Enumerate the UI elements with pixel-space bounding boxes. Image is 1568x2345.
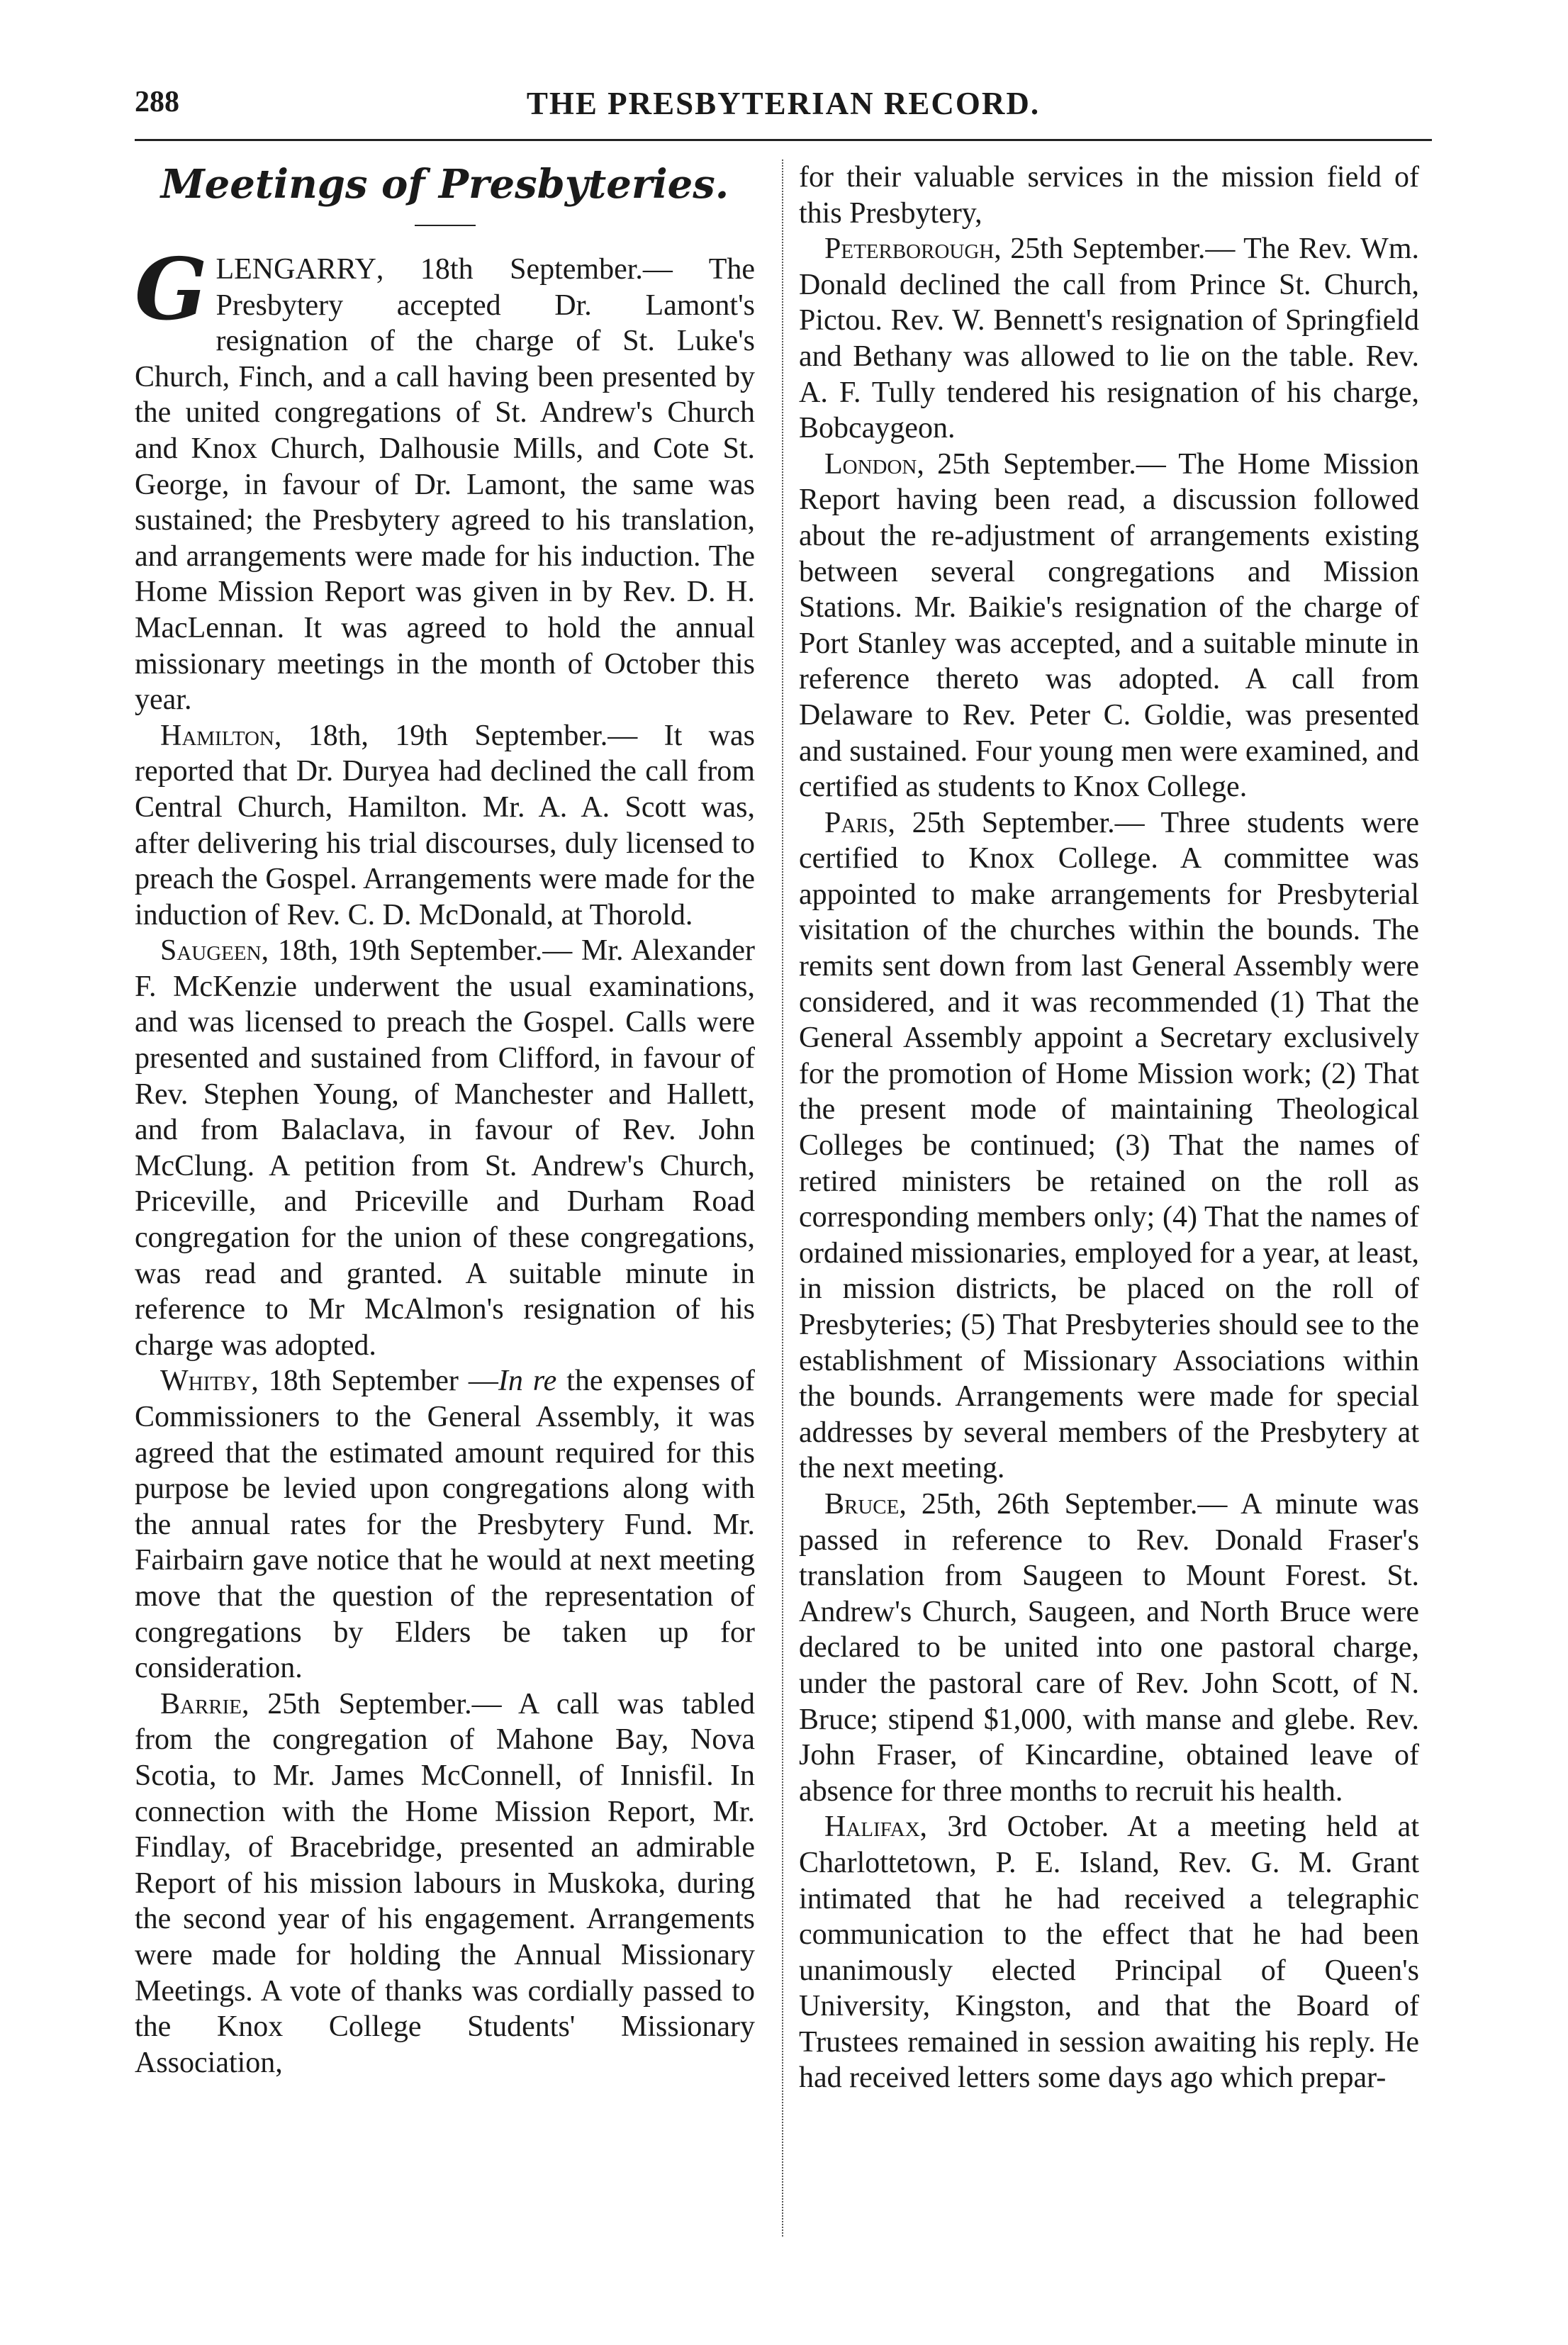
column-divider: [782, 159, 783, 2237]
paragraph-barrie-continued: [799, 159, 1419, 231]
presbytery-name: Hamilton: [160, 719, 274, 752]
paragraph-whitby: [135, 1363, 755, 1686]
paragraph-text: , 18th September.— The Presbytery accepted Dr. Lamont's resignation of the charge of St. Luke's Church, Finch, and a call having been presented by the united congregations of St. Andrew's Church and Knox Church, Dalhousie Mills, and Cote St. George, in favour of Dr. Lamont, the same was sustained; the Presbytery agreed to his translation, and arrangements were made for his induction. The Home Mission Report was given in by Rev. D. H. MacLennan. It was agreed to hold the annual missionary meetings in the month of October this year.: [135, 253, 755, 717]
presbytery-name: Halifax: [824, 1810, 920, 1844]
header-rule: [135, 139, 1432, 141]
presbytery-name: Whitby: [160, 1365, 252, 1398]
right-column: [799, 159, 1419, 2096]
paragraph-text: for their valuable services in the mission field of this Presbytery,: [799, 161, 1419, 230]
paragraph-barrie: [135, 1686, 755, 2081]
presbytery-name: Bruce: [824, 1487, 900, 1521]
paragraph-saugeen: [135, 933, 755, 1363]
paragraph-text: the expenses of Commissioners to the General Assembly, it was agreed that the estimated amount required for this purpose be levied upon congregations along with the annual rates for the Presbytery Fund. Mr. Fairbairn gave notice that he would at next meeting move that the question of the representation of congregations by Elders be taken up for consideration.: [135, 1365, 756, 1685]
presbytery-name: London: [824, 447, 917, 481]
paragraph-text: , 25th, 26th September.— A minute was passed in reference to Rev. Donald Fraser's translation from Saugeen to Mount Forest. St. Andrew's Church, Saugeen, and North Bruce were declared to be united into one pastoral charge, under the pastoral care of Rev. John Scott, of N. Bruce; stipend $1,000, with manse and glebe. Rev. John Fraser, of Kincardine, obtained leave of absence for three months to recruit his health.: [799, 1487, 1419, 1808]
paragraph-london: [799, 447, 1419, 805]
left-column: [135, 159, 755, 2081]
paragraph-peterborough: [799, 231, 1419, 447]
presbytery-name: Peterborough: [824, 233, 995, 266]
paragraph-bruce: [799, 1487, 1419, 1809]
paragraph-halifax: [799, 1809, 1419, 2096]
presbytery-name: Barrie: [160, 1687, 242, 1720]
paragraph-date: , 18th September —: [251, 1365, 498, 1398]
paragraph-text: , 3rd October. At a meeting held at Charlottetown, P. E. Island, Rev. G. M. Grant intimated that he had received a telegraphic communication to the effect that he had been unanimously elected Principal of Queen's University, Kingston, and that the Board of Trustees remained in session awaiting his reply. He had received letters some days ago which prepar-: [799, 1810, 1419, 2095]
paragraph-text: , 25th September.— The Rev. Wm. Donald declined the call from Prince St. Church, Pictou. Rev. W. Bennett's resignation of Springfield and Bethany was allowed to lie on the table. Rev. A. F. Tully tendered his resignation of his charge, Bobcaygeon.: [799, 233, 1419, 445]
paragraph-paris: [799, 805, 1419, 1487]
paragraph-hamilton: [135, 718, 755, 934]
paragraph-text: , 25th September.— A call was tabled from the congregation of Mahone Bay, Nova Scotia, to Mr. James McConnell, of Innisfil. In connection with the Home Mission Report, Mr. Findlay, of Bracebridge, presented an admirable Report of his mission labours in Muskoka, during the second year of his engagement. Arrangements were made for holding the Annual Missionary Meetings. A vote of thanks was cordially passed to the Knox College Students' Missionary Association,: [135, 1687, 755, 2079]
paragraph-text: , 25th September.— The Home Mission Report having been read, a discussion followed about the re-adjustment of arrangements existing between several congregations and Mission Stations. Mr. Baikie's resignation of the charge of Port Stanley was accepted, and a suitable minute in reference thereto was adopted. A call from Delaware to Rev. Peter C. Goldie, was presented and sustained. Four young men were examined, and certified as students to Knox College.: [799, 447, 1419, 804]
paragraph-glengarry: [135, 240, 755, 718]
title-dash: [415, 225, 476, 226]
page-header: [135, 85, 1432, 128]
italic-phrase: In re: [498, 1365, 557, 1398]
presbytery-name: LENGARRY: [215, 253, 376, 286]
presbytery-name: Saugeen: [160, 934, 262, 968]
page-number: 288: [135, 86, 179, 118]
running-title: THE PRESBYTERIAN RECORD.: [526, 86, 1041, 121]
presbytery-name: Paris: [824, 806, 888, 839]
paragraph-text: , 25th September.— Three students were certified to Knox College. A committee was appointed to make arrangements for Presbyterial visitation of the churches within the bounds. The remits sent down from last General Assembly were considered, and it was recommended (1) That the General Assembly appoint a Secretary exclusively for the promotion of Home Mission work; (2) That the present mode of maintaining Theological Colleges be continued; (3) That the names of retired ministers be retained on the roll as corresponding members only; (4) That the names of ordained missionaries, employed for a year, at least, in mission districts, be placed on the roll of Presbyteries; (5) That Presbyteries should see to the establishment of Missionary Associations within the bounds. Arrangements were made for special addresses by several members of the Presbytery at the next meeting.: [799, 806, 1419, 1485]
paragraph-text: , 18th, 19th September.— It was reported that Dr. Duryea had declined the call from Central Church, Hamilton. Mr. A. A. Scott was, after delivering his trial discourses, duly licensed to preach the Gospel. Arrangements were made for the induction of Rev. C. D. McDonald, at Thorold.: [135, 719, 755, 931]
section-title: Meetings of Presbyteries.: [160, 161, 729, 208]
paragraph-text: , 18th, 19th September.— Mr. Alexander F. McKenzie underwent the usual examinations, and was licensed to preach the Gospel. Calls were presented and sustained from Clifford, in favour of Rev. Stephen Young, of Manchester and Hallett, and from Balaclava, in favour of Rev. John McClung. A petition from St. Andrew's Church, Priceville, and Priceville and Durham Road congregation for the union of these congregations, was read and granted. A suitable minute in reference to Mr McAlmon's resignation of his charge was adopted.: [135, 934, 755, 1362]
drop-cap: G: [135, 240, 208, 340]
